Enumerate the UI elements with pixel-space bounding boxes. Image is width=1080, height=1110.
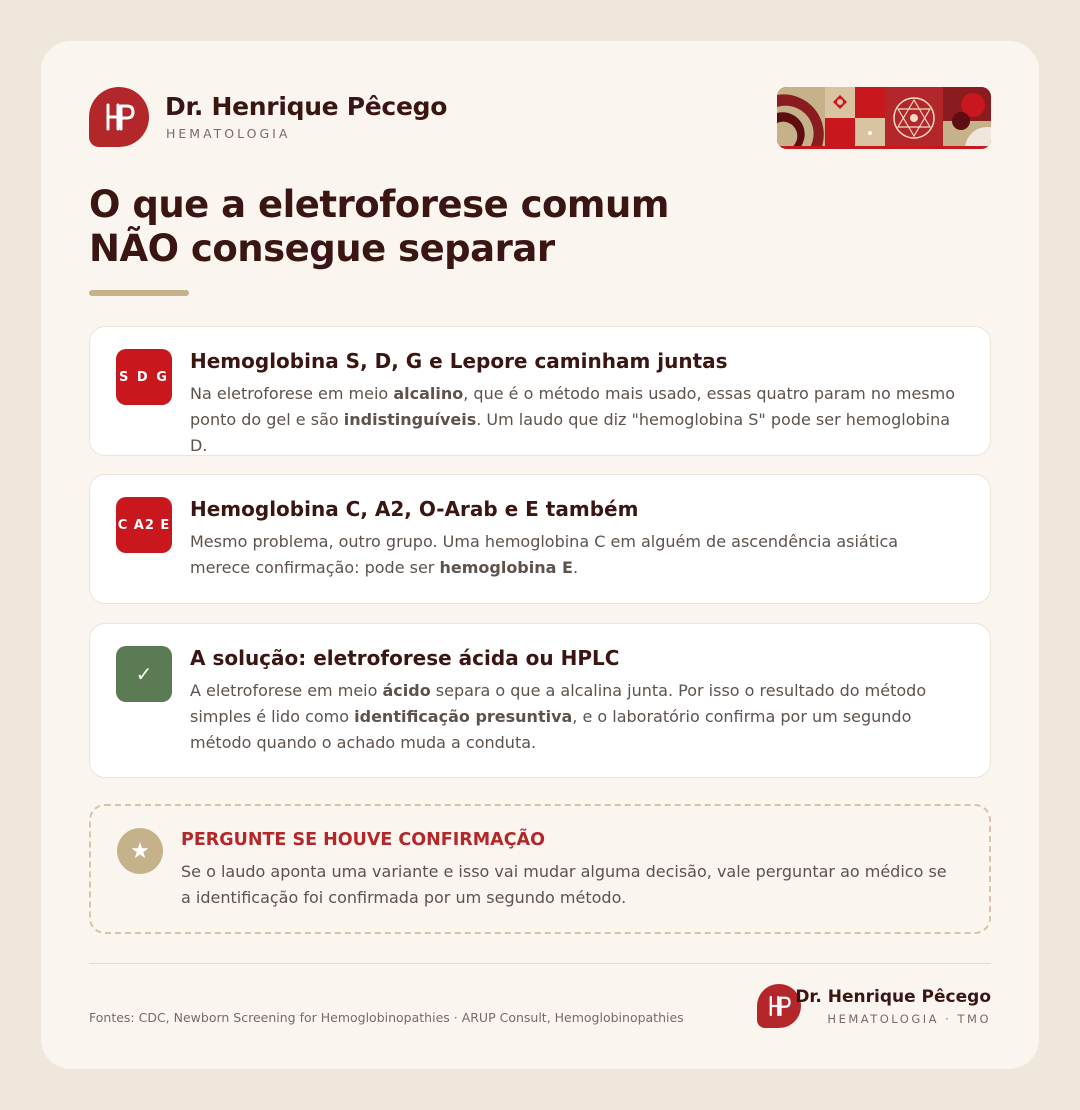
info-item-ca2e xyxy=(89,474,991,604)
geometric-pattern-icon xyxy=(777,87,991,149)
item-text xyxy=(190,381,960,459)
text-run: A eletroforese em meio xyxy=(190,681,383,700)
text-run: Mesmo problema, outro grupo. Uma hemoglobina C em alguém de ascendência asiática merece confirmação: pode ser xyxy=(190,532,899,577)
checkmark-icon: ✓ xyxy=(116,646,172,702)
brand-logo xyxy=(89,87,149,147)
item-title: Hemoglobina S, D, G e Lepore caminham juntas xyxy=(190,349,728,373)
emphasis-text: identificação presuntiva xyxy=(354,707,573,726)
confirmation-note xyxy=(89,804,991,934)
hp-monogram-icon xyxy=(99,97,139,137)
item-badge: C A2 E xyxy=(116,497,172,553)
star-icon: ★ xyxy=(117,828,163,874)
text-run: . Um laudo que diz "hemoglobina S" pode ser hemoglobina D. xyxy=(190,410,951,455)
note-text: Se o laudo aponta uma variante e isso vai mudar alguma decisão, vale perguntar ao médico se a identificação foi confirmada por um segundo método. xyxy=(181,862,947,907)
title-line-2: NÃO consegue separar xyxy=(89,227,555,270)
info-item-solution xyxy=(89,623,991,778)
emphasis-text: hemoglobina E xyxy=(439,558,573,577)
item-title: Hemoglobina C, A2, O-Arab e E também xyxy=(190,497,639,521)
item-title: A solução: eletroforese ácida ou HPLC xyxy=(190,646,620,670)
note-title: PERGUNTE SE HOUVE CONFIRMAÇÃO xyxy=(181,830,545,850)
item-text xyxy=(190,678,960,756)
sources-text: Fontes: CDC, Newborn Screening for Hemoglobinopathies · ARUP Consult, Hemoglobinopathies xyxy=(89,1010,684,1025)
footer-brand-subtitle: HEMATOLOGIA · TMO xyxy=(827,1012,991,1026)
hp-monogram-icon xyxy=(764,991,794,1021)
text-run: , que é o método mais usado, essas quatro param no mesmo ponto do gel e são xyxy=(190,384,956,429)
emphasis-text: indistinguíveis xyxy=(343,410,477,429)
brand-name: Dr. Henrique Pêcego xyxy=(165,92,448,121)
text-run: separa o que a alcalina junta. Por isso o resultado do método simples é lido como xyxy=(190,681,927,726)
info-item-sdg xyxy=(89,326,991,456)
item-text xyxy=(190,529,960,581)
title-accent-bar xyxy=(89,290,189,296)
footer-brand-name: Dr. Henrique Pêcego xyxy=(795,987,991,1007)
brand-subtitle: HEMATOLOGIA xyxy=(166,126,291,141)
text-run: Na eletroforese em meio xyxy=(190,384,394,403)
text-run: , e o laboratório confirma por um segundo método quando o achado muda a conduta. xyxy=(190,707,912,752)
decorative-banner xyxy=(777,87,991,149)
footer-divider xyxy=(89,963,991,964)
header xyxy=(89,87,991,149)
title-line-1: O que a eletroforese comum xyxy=(89,183,669,226)
page-title xyxy=(89,183,709,271)
text-run: . xyxy=(572,558,579,577)
emphasis-text: ácido xyxy=(382,681,431,700)
item-badge: S D G xyxy=(116,349,172,405)
content-card xyxy=(41,41,1039,1069)
emphasis-text: alcalino xyxy=(393,384,464,403)
